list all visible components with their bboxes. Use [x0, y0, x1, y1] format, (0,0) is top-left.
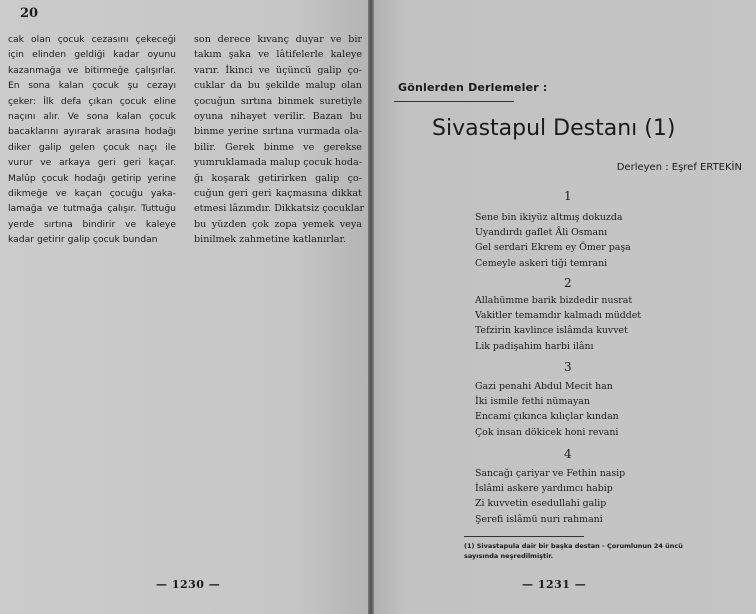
- verse-line: İslâmi askere yardımcı habip: [475, 483, 613, 495]
- section-heading: Gönlerden Derlemeler :: [398, 81, 548, 94]
- text-line: son derece kıvanç duyar ve bir: [194, 34, 362, 45]
- page-number-left: — 1230 —: [156, 578, 221, 591]
- text-line: naçını alır. Ve sona kalan çocuk: [8, 111, 176, 123]
- verse-line: Cemeyle askeri tiği temrani: [475, 257, 608, 269]
- poem-title: Sivastapul Destanı (1): [432, 116, 676, 141]
- verse-line: Allahümme barik bizdedir nusrat: [475, 295, 633, 306]
- text-line: çeker: İlk defa çıkan çocuk eline: [8, 95, 176, 107]
- page-number-right: — 1231 —: [522, 578, 587, 591]
- verse-line: Lik padişahim harbi ilânı: [475, 340, 594, 352]
- text-line: cuklar da bu şekilde malup olan: [194, 80, 362, 92]
- right-page: [374, 0, 756, 614]
- text-line: En sona kalan çocuk şu cezayı: [8, 80, 176, 92]
- text-line: lamağa ve tutmağa çalışır. Tuttuğu: [8, 203, 176, 215]
- stanza-number: 4: [564, 447, 572, 461]
- stanza: [475, 210, 631, 271]
- stanza-number: 2: [564, 276, 572, 290]
- text-line: kadar getirir galip çocuk bundan: [8, 234, 158, 246]
- text-line: takım şaka ve lâtifelerle kaleye: [194, 49, 362, 61]
- text-line: kazanmağa ve bitirmeğe çalışırlar.: [8, 64, 176, 76]
- text-line: bacaklarını ayırarak arasına hodağı: [8, 126, 176, 138]
- text-line: çocuğun sırtına binmek suretiyle: [194, 95, 362, 107]
- text-line: cuğun geri geri kaçmasına dikkat: [194, 188, 362, 200]
- text-line: bu yüzden çok zopa yemek veya: [194, 218, 362, 230]
- verse-line: Sene bin ikiyüz altmış dokuzda: [475, 212, 623, 223]
- text-line: yerde sırtına bindirir ve kaleye: [8, 218, 176, 230]
- verse-line: Sancağı çariyar ve Fethin nasip: [475, 468, 626, 479]
- verse-line: Encami çıkınca kılıçlar kından: [475, 411, 619, 423]
- text-line: dikmeğe ve kaçan çocuğu yaka-: [8, 188, 176, 200]
- stanza: [475, 293, 641, 354]
- footnote: (1) Sivastapula dair bir başka destan - Çorumlunun 24 üncü sayısında neşredilmiştir.: [464, 542, 683, 560]
- running-page-number: 20: [20, 6, 39, 21]
- left-page: [0, 0, 368, 614]
- text-line: binme yerine sırtına vurmada ola-: [194, 126, 362, 138]
- verse-line: Tefzirin kavlince islâmda kuvvet: [475, 325, 628, 337]
- text-line: için elinden geldiği kadar oyunu: [8, 49, 176, 61]
- text-line: varır. İkinci ve üçüncü galip ço-: [194, 64, 362, 76]
- text-line: vurur ve arkaya geri geri kaçar.: [8, 157, 176, 169]
- text-line: diker galip gelen çocuk naçı ile: [8, 141, 176, 153]
- stanza-number: 3: [564, 360, 572, 374]
- text-line: Malûp çocuk hodağı getirip yerine: [8, 172, 176, 184]
- text-line: bilir. Gerek binme ve gerekse: [194, 141, 362, 153]
- text-line: oyuna nihayet verilir. Bazan bu: [194, 111, 362, 123]
- verse-line: Çok insan dökicek honi revani: [475, 426, 619, 438]
- verse-line: Gazi penahi Abdul Mecit han: [475, 381, 613, 392]
- section-divider: [394, 101, 514, 102]
- text-line: binilmek zahmetine katlanırlar.: [194, 234, 347, 246]
- text-line: yumruklamada malup çocuk hoda-: [194, 157, 362, 169]
- verse-line: Uyandırdı gaflet Âli Osmanı: [475, 227, 608, 239]
- verse-line: Vakitler temamdır kalmadı müddet: [475, 310, 642, 322]
- stanza: [475, 379, 619, 440]
- text-column-2: [194, 32, 365, 248]
- text-line: ğı koşarak getirirken galip ço-: [194, 172, 362, 184]
- compiler-credit: Derleyen : Eşref ERTEKİN: [616, 162, 742, 173]
- footnote-divider: [464, 536, 584, 537]
- text-column-1: [8, 32, 176, 248]
- verse-line: Şerefi islâmü nuri rahmani: [475, 513, 603, 525]
- text-line: cak olan çocuk cezasını çekeceği: [8, 34, 176, 45]
- stanza: [475, 466, 625, 527]
- stanza-number: 1: [564, 189, 572, 203]
- verse-line: Gel serdari Ekrem ey Ömer paşa: [475, 242, 631, 254]
- verse-line: Zi kuvvetin esedullahi galip: [475, 498, 607, 510]
- text-line: etmesi lâzımdır. Dikkatsiz çocuklar: [194, 203, 365, 215]
- verse-line: İki ismile fethi nümayan: [475, 396, 590, 408]
